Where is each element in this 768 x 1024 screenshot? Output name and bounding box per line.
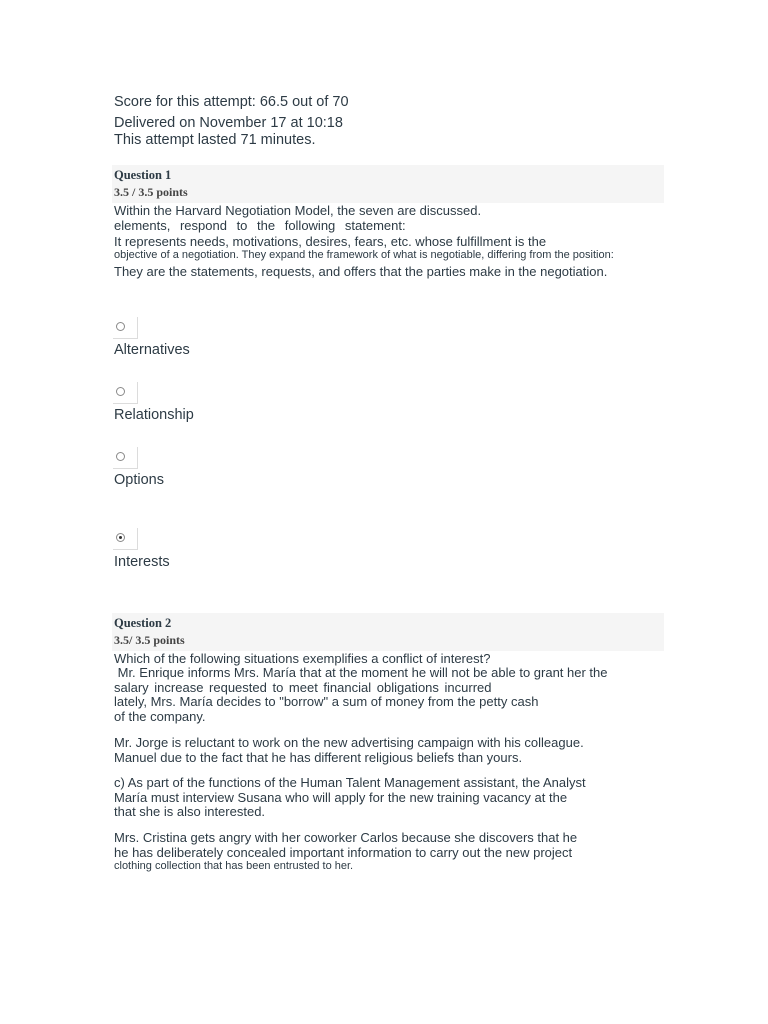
delivered-text: Delivered on November 17 at 10:18 xyxy=(114,115,343,131)
answer-b-line: Manuel due to the fact that he has different religious beliefs than yours. xyxy=(114,750,523,765)
question-1-points: 3.5 / 3.5 points xyxy=(114,185,188,199)
question-1-title: Question 1 xyxy=(114,168,172,182)
answer-d-line: he has deliberately concealed important information to carry out the new project xyxy=(114,845,573,860)
option-interests-label: Interests xyxy=(114,554,170,570)
duration-text: This attempt lasted 71 minutes. xyxy=(114,132,316,148)
option-relationship-radio[interactable] xyxy=(113,382,138,404)
option-alternatives-radio[interactable] xyxy=(113,317,138,339)
option-alternatives-label: Alternatives xyxy=(114,342,190,358)
question-1-text-line: It represents needs, motivations, desires, fears, etc. whose fulfillment is the xyxy=(114,234,547,249)
question-1-text-line: They are the statements, requests, and offers that the parties make in the negotiation. xyxy=(114,264,608,279)
answer-a-line: of the company. xyxy=(114,709,206,724)
option-options-label: Options xyxy=(114,472,164,488)
question-2-header xyxy=(112,613,664,651)
answer-a-line: salary increase requested to meet financial obligations incurred xyxy=(114,680,492,695)
radio-unchecked-icon xyxy=(116,387,125,396)
answer-d-line: Mrs. Cristina gets angry with her coworker Carlos because she discovers that he xyxy=(114,830,578,845)
question-2-points: 3.5/ 3.5 points xyxy=(114,633,185,647)
option-options-radio[interactable] xyxy=(113,447,138,469)
question-1-text-line: objective of a negotiation. They expand the framework of what is negotiable, differing from the position: xyxy=(114,249,614,261)
radio-checked-icon xyxy=(116,533,125,542)
question-2-prompt: Which of the following situations exemplifies a conflict of interest? xyxy=(114,651,491,666)
question-1-text-line: Within the Harvard Negotiation Model, the seven are discussed. xyxy=(114,203,482,218)
answer-c-line: María must interview Susana who will apply for the new training vacancy at the xyxy=(114,790,568,805)
radio-unchecked-icon xyxy=(116,322,125,331)
answer-c-line: c) As part of the functions of the Human Talent Management assistant, the Analyst xyxy=(114,775,586,790)
option-interests-radio[interactable] xyxy=(113,528,138,550)
option-relationship-label: Relationship xyxy=(114,407,194,423)
question-1-text-line: elements, respond to the following statement: xyxy=(114,218,406,233)
answer-b-line: Mr. Jorge is reluctant to work on the new advertising campaign with his colleague. xyxy=(114,735,584,750)
answer-d-line: clothing collection that has been entrusted to her. xyxy=(114,860,354,872)
radio-unchecked-icon xyxy=(116,452,125,461)
answer-c-line: that she is also interested. xyxy=(114,804,266,819)
answer-a-line: Mr. Enrique informs Mrs. María that at the moment he will not be able to grant her the xyxy=(114,665,608,680)
question-1-header xyxy=(112,165,664,203)
answer-a-line: lately, Mrs. María decides to "borrow" a sum of money from the petty cash xyxy=(114,694,539,709)
score-text: Score for this attempt: 66.5 out of 70 xyxy=(114,94,349,110)
question-2-title: Question 2 xyxy=(114,616,172,630)
